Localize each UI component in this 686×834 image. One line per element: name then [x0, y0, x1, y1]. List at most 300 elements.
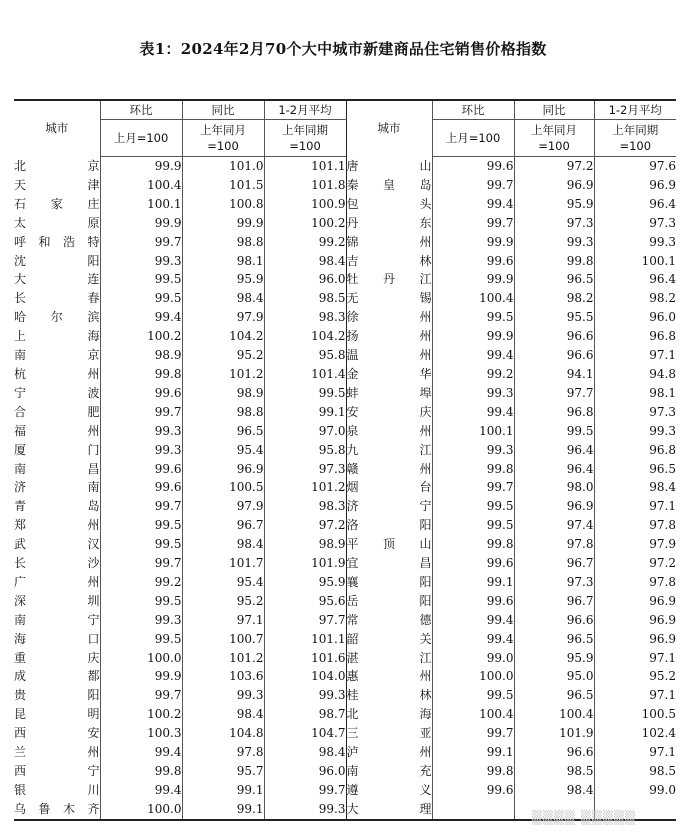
avg-value: 104.0 — [264, 667, 346, 686]
avg-value: 96.8 — [594, 441, 676, 460]
mom-value: 99.8 — [432, 460, 514, 479]
yoy-value: 98.8 — [182, 233, 264, 252]
yoy-value: 99.8 — [514, 252, 594, 271]
city-name: 无锡 — [346, 289, 432, 308]
mom-value: 99.9 — [100, 667, 182, 686]
header-avg-base-left: 上年同期 =100 — [264, 120, 346, 157]
yoy-value: 97.3 — [514, 214, 594, 233]
header-avg-right: 1-2月平均 — [594, 100, 676, 120]
city-name: 福州 — [14, 423, 100, 438]
yoy-value: 96.9 — [514, 176, 594, 195]
yoy-value: 95.9 — [514, 195, 594, 214]
avg-value: 97.8 — [594, 573, 676, 592]
city-name: 包头 — [346, 195, 432, 214]
yoy-value: 95.7 — [182, 762, 264, 781]
mom-value: 100.2 — [100, 327, 182, 346]
avg-value: 98.1 — [594, 384, 676, 403]
city-name: 湛江 — [346, 649, 432, 668]
city-name: 唐山 — [346, 157, 432, 176]
city-name: 襄阳 — [346, 573, 432, 592]
avg-value: 101.9 — [264, 554, 346, 573]
header-city-left: 城市 — [14, 100, 100, 157]
city-name: 广州 — [14, 574, 100, 589]
mom-value: 99.7 — [100, 403, 182, 422]
avg-value: 97.3 — [594, 214, 676, 233]
avg-value: 97.0 — [264, 422, 346, 441]
mom-value: 99.7 — [100, 497, 182, 516]
avg-value: 97.7 — [264, 611, 346, 630]
table-row — [14, 346, 676, 365]
table-row — [14, 781, 676, 800]
avg-value: 96.0 — [594, 308, 676, 327]
avg-value: 99.0 — [594, 781, 676, 800]
avg-value: 102.4 — [594, 724, 676, 743]
mom-value: 100.1 — [100, 195, 182, 214]
yoy-value: 96.5 — [514, 686, 594, 705]
mom-value: 99.7 — [100, 233, 182, 252]
mom-value: 99.8 — [100, 365, 182, 384]
header-city-right: 城市 — [346, 100, 432, 157]
table-row — [14, 441, 676, 460]
mom-value: 99.7 — [100, 554, 182, 573]
avg-value: 97.1 — [594, 649, 676, 668]
mom-value: 100.4 — [100, 176, 182, 195]
avg-value: 101.2 — [264, 478, 346, 497]
table-row — [14, 592, 676, 611]
mom-value: 99.6 — [432, 157, 514, 176]
mom-value: 99.7 — [432, 724, 514, 743]
yoy-value: 97.8 — [182, 743, 264, 762]
yoy-value: 96.6 — [514, 743, 594, 762]
avg-value: 99.3 — [594, 233, 676, 252]
avg-value: 96.0 — [264, 762, 346, 781]
mom-value: 99.9 — [100, 214, 182, 233]
table-row — [14, 705, 676, 724]
yoy-value: 100.4 — [514, 705, 594, 724]
table-row — [14, 724, 676, 743]
yoy-value: 96.6 — [514, 327, 594, 346]
city-name: 南昌 — [14, 461, 100, 476]
yoy-value: 101.9 — [514, 724, 594, 743]
yoy-value: 98.8 — [182, 403, 264, 422]
city-name: 济南 — [14, 480, 100, 495]
yoy-value: 95.9 — [514, 649, 594, 668]
yoy-value: 94.1 — [514, 365, 594, 384]
avg-value: 99.2 — [264, 233, 346, 252]
avg-value: 95.2 — [594, 667, 676, 686]
yoy-value: 99.3 — [514, 233, 594, 252]
mom-value: 100.0 — [100, 800, 182, 820]
avg-value: 99.7 — [264, 781, 346, 800]
yoy-value: 96.9 — [514, 497, 594, 516]
city-name: 呼和浩特 — [14, 234, 100, 249]
table-row — [14, 667, 676, 686]
avg-value: 96.9 — [594, 611, 676, 630]
mom-value: 99.5 — [100, 535, 182, 554]
city-name: 遵义 — [346, 781, 432, 800]
table-row — [14, 422, 676, 441]
avg-value: 97.1 — [594, 346, 676, 365]
city-name: 大连 — [14, 272, 100, 287]
table-row — [14, 289, 676, 308]
yoy-value: 96.5 — [182, 422, 264, 441]
yoy-value: 98.4 — [514, 781, 594, 800]
mom-value: 99.5 — [432, 308, 514, 327]
city-name: 烟台 — [346, 478, 432, 497]
mom-value: 99.5 — [100, 630, 182, 649]
table-row — [14, 649, 676, 668]
mom-value: 99.1 — [432, 573, 514, 592]
city-name: 秦皇岛 — [346, 176, 432, 195]
mom-value: 99.4 — [100, 743, 182, 762]
table-row — [14, 157, 676, 176]
mom-value: 99.5 — [100, 289, 182, 308]
yoy-value: 95.9 — [182, 270, 264, 289]
table-row — [14, 686, 676, 705]
table-row — [14, 384, 676, 403]
yoy-value: 96.7 — [514, 592, 594, 611]
mom-value: 99.4 — [432, 195, 514, 214]
avg-value: 98.3 — [264, 497, 346, 516]
yoy-value: 95.2 — [182, 346, 264, 365]
avg-value: 101.1 — [264, 630, 346, 649]
avg-value: 98.5 — [264, 289, 346, 308]
city-name: 桂林 — [346, 686, 432, 705]
city-name: 蚌埠 — [346, 384, 432, 403]
city-name: 洛阳 — [346, 516, 432, 535]
avg-value: 96.9 — [594, 592, 676, 611]
mom-value: 99.9 — [432, 327, 514, 346]
yoy-value: 96.7 — [182, 516, 264, 535]
city-name: 吉林 — [346, 252, 432, 271]
table-row — [14, 535, 676, 554]
avg-value: 98.9 — [264, 535, 346, 554]
city-name: 贵阳 — [14, 688, 100, 703]
city-name: 平顶山 — [346, 535, 432, 554]
mom-value: 100.3 — [100, 724, 182, 743]
mom-value: 100.0 — [100, 649, 182, 668]
header-yoy-base-right: 上年同月 =100 — [514, 120, 594, 157]
city-name: 武汉 — [14, 537, 100, 552]
yoy-value: 97.8 — [514, 535, 594, 554]
city-name: 长春 — [14, 291, 100, 306]
mom-value: 99.6 — [432, 554, 514, 573]
city-name: 西宁 — [14, 764, 100, 778]
yoy-value: 97.7 — [514, 384, 594, 403]
mom-value: 99.4 — [432, 403, 514, 422]
table-row — [14, 497, 676, 516]
mom-value: 99.3 — [432, 384, 514, 403]
yoy-value: 100.7 — [182, 630, 264, 649]
yoy-value: 98.5 — [514, 762, 594, 781]
mom-value — [432, 800, 514, 820]
avg-value: 101.1 — [264, 157, 346, 176]
yoy-value: 101.2 — [182, 365, 264, 384]
avg-value: 99.3 — [264, 800, 346, 820]
table-row — [14, 554, 676, 573]
city-name: 海口 — [14, 631, 100, 646]
avg-value: 97.6 — [594, 157, 676, 176]
yoy-value: 101.7 — [182, 554, 264, 573]
yoy-value: 99.5 — [514, 422, 594, 441]
yoy-value: 97.2 — [514, 157, 594, 176]
city-name: 西安 — [14, 726, 100, 741]
mom-value: 99.9 — [100, 157, 182, 176]
city-name: 锦州 — [346, 233, 432, 252]
mom-value: 100.4 — [432, 705, 514, 724]
yoy-value: 101.0 — [182, 157, 264, 176]
header-row-1 — [14, 100, 676, 120]
table-row — [14, 195, 676, 214]
yoy-value: 101.2 — [182, 649, 264, 668]
avg-value: 96.8 — [594, 327, 676, 346]
yoy-value: 96.4 — [514, 441, 594, 460]
table-row — [14, 478, 676, 497]
mom-value: 99.3 — [100, 441, 182, 460]
avg-value: 97.3 — [264, 460, 346, 479]
avg-value: 100.1 — [594, 252, 676, 271]
yoy-value: 99.3 — [182, 686, 264, 705]
city-name: 上海 — [14, 329, 100, 344]
city-name: 厦门 — [14, 442, 100, 457]
yoy-value: 97.3 — [514, 573, 594, 592]
yoy-value: 95.4 — [182, 441, 264, 460]
yoy-value: 99.1 — [182, 781, 264, 800]
city-name: 惠州 — [346, 667, 432, 686]
avg-value: 96.5 — [594, 460, 676, 479]
yoy-value: 98.4 — [182, 289, 264, 308]
mom-value: 99.6 — [432, 592, 514, 611]
mom-value: 99.8 — [432, 535, 514, 554]
mom-value: 99.4 — [100, 781, 182, 800]
city-name: 郑州 — [14, 518, 100, 533]
yoy-value: 104.2 — [182, 327, 264, 346]
avg-value: 97.1 — [594, 743, 676, 762]
city-name: 成都 — [14, 669, 100, 684]
avg-value: 98.4 — [264, 252, 346, 271]
yoy-value: 98.4 — [182, 535, 264, 554]
city-name: 长沙 — [14, 556, 100, 571]
city-name: 丹东 — [346, 214, 432, 233]
city-name: 常德 — [346, 611, 432, 630]
city-name: 沈阳 — [14, 253, 100, 268]
yoy-value: 95.2 — [182, 592, 264, 611]
avg-value: 94.8 — [594, 365, 676, 384]
city-name: 宜昌 — [346, 554, 432, 573]
mom-value: 99.3 — [100, 611, 182, 630]
yoy-value: 98.4 — [182, 705, 264, 724]
city-name: 深圳 — [14, 593, 100, 608]
mom-value: 99.2 — [432, 365, 514, 384]
yoy-value: 103.6 — [182, 667, 264, 686]
city-name: 安庆 — [346, 403, 432, 422]
city-name: 泸州 — [346, 743, 432, 762]
mom-value: 99.5 — [432, 497, 514, 516]
table-row — [14, 403, 676, 422]
mom-value: 99.3 — [432, 441, 514, 460]
yoy-value: 99.9 — [182, 214, 264, 233]
yoy-value: 96.8 — [514, 403, 594, 422]
avg-value: 97.2 — [594, 554, 676, 573]
avg-value: 97.2 — [264, 516, 346, 535]
avg-value: 98.5 — [594, 762, 676, 781]
city-name: 南京 — [14, 348, 100, 363]
yoy-value: 96.5 — [514, 630, 594, 649]
city-name: 扬州 — [346, 327, 432, 346]
avg-value: 95.8 — [264, 441, 346, 460]
table-row — [14, 214, 676, 233]
mom-value: 99.3 — [100, 422, 182, 441]
mom-value: 99.5 — [432, 686, 514, 705]
price-index-table — [14, 99, 676, 821]
avg-value: 97.1 — [594, 497, 676, 516]
avg-value: 97.9 — [594, 535, 676, 554]
avg-value: 96.4 — [594, 195, 676, 214]
table-row — [14, 270, 676, 289]
mom-value: 99.5 — [100, 270, 182, 289]
yoy-value: 95.5 — [514, 308, 594, 327]
header-mom-base-left: 上月=100 — [100, 120, 182, 157]
header-yoy-base-left: 上年同月 =100 — [182, 120, 264, 157]
city-name: 太原 — [14, 215, 100, 230]
avg-value: 100.5 — [594, 705, 676, 724]
mom-value: 99.8 — [432, 762, 514, 781]
mom-value: 99.4 — [100, 308, 182, 327]
mom-value: 99.5 — [100, 516, 182, 535]
table-body — [14, 157, 676, 820]
city-name: 北京 — [14, 158, 100, 173]
avg-value: 98.7 — [264, 705, 346, 724]
yoy-value: 97.9 — [182, 497, 264, 516]
city-name: 泉州 — [346, 422, 432, 441]
city-name: 南宁 — [14, 612, 100, 627]
table-row — [14, 327, 676, 346]
mom-value: 99.4 — [432, 611, 514, 630]
city-name: 天津 — [14, 177, 100, 192]
avg-value: 99.3 — [594, 422, 676, 441]
city-name: 昆明 — [14, 707, 100, 722]
avg-value: 104.2 — [264, 327, 346, 346]
avg-value: 96.9 — [594, 630, 676, 649]
table-row — [14, 365, 676, 384]
city-name: 岳阳 — [346, 592, 432, 611]
avg-value: 98.2 — [594, 289, 676, 308]
city-name: 徐州 — [346, 308, 432, 327]
mom-value: 99.3 — [100, 252, 182, 271]
header-row-2 — [14, 120, 676, 157]
mom-value: 99.1 — [432, 743, 514, 762]
mom-value: 100.1 — [432, 422, 514, 441]
avg-value: 101.6 — [264, 649, 346, 668]
avg-value: 98.4 — [264, 743, 346, 762]
yoy-value: 96.6 — [514, 346, 594, 365]
table-row — [14, 573, 676, 592]
yoy-value: 98.0 — [514, 478, 594, 497]
header-avg-base-right: 上年同期 =100 — [594, 120, 676, 157]
city-name: 宁波 — [14, 385, 100, 400]
city-name: 济宁 — [346, 497, 432, 516]
mom-value: 99.5 — [100, 592, 182, 611]
mom-value: 99.7 — [100, 686, 182, 705]
yoy-value: 98.2 — [514, 289, 594, 308]
avg-value: 95.8 — [264, 346, 346, 365]
table-title: 表1：2024年2月70个大中城市新建商品住宅销售价格指数 — [139, 40, 547, 58]
header-yoy-right: 同比 — [514, 100, 594, 120]
header-mom-right: 环比 — [432, 100, 514, 120]
avg-value: 99.5 — [264, 384, 346, 403]
header-yoy-left: 同比 — [182, 100, 264, 120]
city-name: 青岛 — [14, 499, 100, 514]
header-avg-left: 1-2月平均 — [264, 100, 346, 120]
avg-value: 96.4 — [594, 270, 676, 289]
header-mom-left: 环比 — [100, 100, 182, 120]
table-row — [14, 460, 676, 479]
city-name: 杭州 — [14, 366, 100, 381]
mom-value: 99.8 — [100, 762, 182, 781]
table-row — [14, 611, 676, 630]
yoy-value: 98.1 — [182, 252, 264, 271]
yoy-value: 100.5 — [182, 478, 264, 497]
yoy-value: 97.9 — [182, 308, 264, 327]
city-name: 银川 — [14, 782, 100, 797]
yoy-value: 96.7 — [514, 554, 594, 573]
table-row — [14, 743, 676, 762]
city-name: 九江 — [346, 441, 432, 460]
yoy-value: 96.5 — [514, 270, 594, 289]
table-row — [14, 762, 676, 781]
mom-value: 99.0 — [432, 649, 514, 668]
city-name: 金华 — [346, 365, 432, 384]
mom-value: 99.4 — [432, 346, 514, 365]
avg-value: 96.9 — [594, 176, 676, 195]
mom-value: 100.0 — [432, 667, 514, 686]
yoy-value: 96.6 — [514, 611, 594, 630]
yoy-value: 95.4 — [182, 573, 264, 592]
avg-value: 95.6 — [264, 592, 346, 611]
yoy-value: 101.5 — [182, 176, 264, 195]
watermark: ▒▒▒▒ ▒▒▒▒▒ — [531, 811, 636, 826]
city-name: 哈尔滨 — [14, 310, 100, 325]
mom-value: 99.6 — [100, 460, 182, 479]
yoy-value: 96.4 — [514, 460, 594, 479]
avg-value: 100.9 — [264, 195, 346, 214]
mom-value: 99.9 — [432, 270, 514, 289]
yoy-value: 96.9 — [182, 460, 264, 479]
mom-value: 99.7 — [432, 478, 514, 497]
table-row — [14, 252, 676, 271]
mom-value: 99.6 — [100, 384, 182, 403]
yoy-value: 97.1 — [182, 611, 264, 630]
avg-value: 99.1 — [264, 403, 346, 422]
avg-value: 99.3 — [264, 686, 346, 705]
avg-value: 97.8 — [594, 516, 676, 535]
city-name: 石家庄 — [14, 196, 100, 211]
mom-value: 99.4 — [432, 630, 514, 649]
city-name: 韶关 — [346, 630, 432, 649]
avg-value: 96.0 — [264, 270, 346, 289]
city-name: 牡丹江 — [346, 270, 432, 289]
mom-value: 99.5 — [432, 516, 514, 535]
table-row — [14, 176, 676, 195]
mom-value: 99.6 — [432, 252, 514, 271]
mom-value: 99.2 — [100, 573, 182, 592]
mom-value: 99.6 — [432, 781, 514, 800]
yoy-value: 95.0 — [514, 667, 594, 686]
city-name: 三亚 — [346, 724, 432, 743]
city-name: 北海 — [346, 705, 432, 724]
yoy-value: 97.4 — [514, 516, 594, 535]
city-name: 兰州 — [14, 745, 100, 760]
